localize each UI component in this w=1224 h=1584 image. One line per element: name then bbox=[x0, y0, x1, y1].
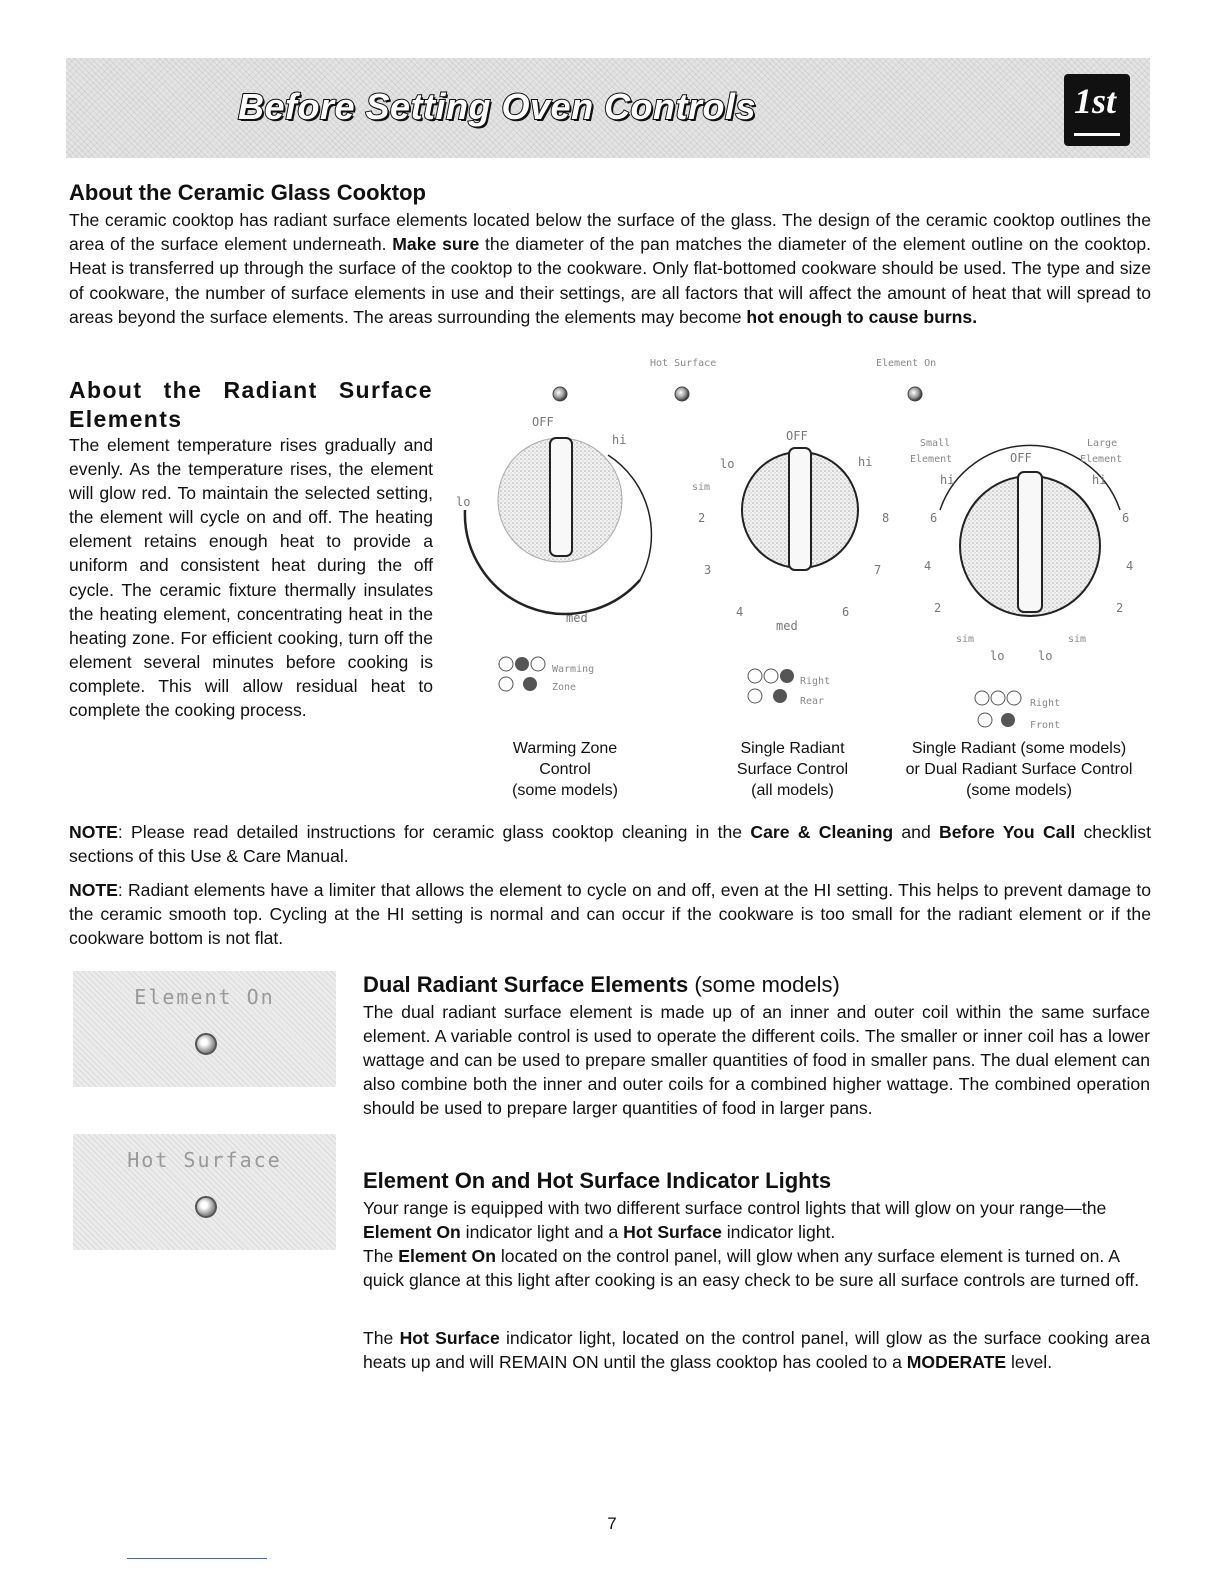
caption-warming-line-2: Control bbox=[539, 761, 591, 778]
single-radiant-knob bbox=[692, 429, 889, 707]
caption-single-line-1: Single Radiant bbox=[740, 740, 845, 757]
ind-p1-c: indicator light and a bbox=[460, 1222, 624, 1242]
dual-radiant-knob bbox=[910, 438, 1133, 731]
dual-front-label: Front bbox=[1030, 720, 1061, 731]
badge-text: 1st bbox=[1074, 81, 1117, 121]
indicator-heading: Element On and Hot Surface Indicator Lights bbox=[363, 1168, 832, 1193]
caption-warming-line-1: Warming Zone bbox=[512, 740, 618, 757]
element-on-light-icon bbox=[908, 387, 922, 401]
warming-off-label: OFF bbox=[532, 415, 554, 429]
indicator-paragraph-1 bbox=[363, 1196, 1150, 1244]
ceramic-paragraph bbox=[69, 208, 1151, 329]
dual-heading bbox=[363, 972, 840, 998]
warming-lo-label: lo bbox=[456, 495, 471, 509]
zone-led-5-icon bbox=[523, 677, 537, 691]
caption-dual-line-3: (some models) bbox=[966, 782, 1072, 799]
hot-surface-light-icon bbox=[553, 387, 567, 401]
caption-single-radiant bbox=[710, 738, 875, 801]
ind-p3-e: level. bbox=[1006, 1352, 1053, 1372]
single-3-label: 3 bbox=[704, 563, 712, 577]
dual-lo-right-label: lo bbox=[1038, 649, 1053, 663]
ceramic-text-d: hot enough to cause burns. bbox=[746, 306, 978, 327]
single-right-label: Right bbox=[800, 676, 831, 687]
dual-right-label: Right bbox=[1030, 698, 1061, 709]
note-cleaning bbox=[69, 820, 1151, 868]
ceramic-text-a: The ceramic cooktop has radiant surface elements located below the surface of the glass. The design of the ceramic cooktop outlines the area of the surface element underneath. bbox=[69, 210, 1151, 255]
caption-single-line-2: Surface Control bbox=[736, 761, 849, 778]
dual-2-left-label: 2 bbox=[934, 601, 942, 615]
badge-underline bbox=[1074, 133, 1120, 136]
dual-sim-right-label: sim bbox=[1068, 634, 1087, 645]
dual-small-element-label: Element bbox=[910, 454, 953, 465]
ind-p3-b: Hot Surface bbox=[399, 1328, 500, 1348]
dual-heading-suffix: (some models) bbox=[688, 972, 840, 997]
hot-surface-light-2-icon bbox=[675, 387, 689, 401]
dual-2-right-label: 2 bbox=[1116, 601, 1124, 615]
single-hi-label: hi bbox=[858, 455, 873, 469]
footer-rule bbox=[127, 1558, 267, 1559]
dual-large-element-label: Element bbox=[1080, 454, 1123, 465]
warming-zone-word-1: Warming bbox=[552, 664, 595, 675]
hot-surface-indicator-label: Hot Surface bbox=[127, 1148, 282, 1172]
caption-warming-zone bbox=[490, 738, 640, 801]
zone-led-2-icon bbox=[515, 657, 529, 671]
element-on-indicator-panel bbox=[73, 971, 336, 1087]
warming-hi-label: hi bbox=[612, 433, 627, 447]
note-2-label: NOTE bbox=[69, 880, 118, 900]
caption-warming-line-3: (some models) bbox=[512, 782, 618, 799]
note-limiter bbox=[69, 878, 1151, 950]
dual-small-label: Small bbox=[920, 438, 951, 449]
hot-surface-indicator-light-icon bbox=[195, 1196, 217, 1218]
single-led-1-icon bbox=[748, 669, 762, 683]
dual-4-left-label: 4 bbox=[924, 559, 932, 573]
dual-led-2-icon bbox=[991, 691, 1005, 705]
single-rear-label: Rear bbox=[800, 696, 825, 707]
warming-zone-knob bbox=[456, 415, 651, 693]
single-off-label: OFF bbox=[786, 429, 808, 443]
note-1-before-you-call: Before You Call bbox=[939, 822, 1076, 842]
dual-paragraph: The dual radiant surface element is made up of an inner and outer coil within the same surface element. A variable control is used to operate the different coils. The smaller or inner coil has a lower wattage and can be used to prepare smaller quantities of food in smaller pans. The dual element can also combine both the inner and outer coils for a combined higher wattage. The combined operation should be used to prepare larger quantities of food in larger pans. bbox=[363, 1002, 1150, 1118]
dual-4-right-label: 4 bbox=[1126, 559, 1134, 573]
single-6-label: 6 bbox=[842, 605, 850, 619]
element-on-indicator-label: Element On bbox=[134, 985, 275, 1009]
dual-off-label: OFF bbox=[1010, 451, 1032, 465]
caption-dual-line-1: Single Radiant (some models) bbox=[911, 740, 1127, 757]
note-1-text-e: checklist sections of this Use & Care Manual. bbox=[69, 822, 1151, 866]
ceramic-heading: About the Ceramic Glass Cooktop bbox=[69, 180, 426, 205]
single-led-4-icon bbox=[748, 689, 762, 703]
zone-led-1-icon bbox=[499, 657, 513, 671]
dual-sim-left-label: sim bbox=[956, 634, 975, 645]
header-banner bbox=[66, 58, 1150, 158]
single-med-label: med bbox=[776, 619, 798, 633]
dual-led-3-icon bbox=[1007, 691, 1021, 705]
single-7-label: 7 bbox=[874, 563, 882, 577]
note-1-label: NOTE bbox=[69, 822, 118, 842]
page-title: Before Setting Oven Controls bbox=[238, 86, 757, 127]
dual-heading-main: Dual Radiant Surface Elements bbox=[363, 972, 689, 997]
radiant-heading: About the Radiant Surface Elements bbox=[69, 377, 433, 432]
note-2-text: : Radiant elements have a limiter that allows the element to cycle on and off, even at the HI setting. This helps to prevent damage to the ceramic smooth top. Cycling at the HI setting is normal and can occur if the cookware is too small for the radiant element or if the cookware bottom is not flat. bbox=[69, 880, 1151, 948]
radiant-paragraph: The element temperature rises gradually and evenly. As the temperature rises, the element will glow red. To maintain the selected setting, the element will cycle on and off. The heating element retains enough heat to provide a uniform and consistent heat during the off cycle. The ceramic fixture thermally insulates the heating element, concentrating heat in the heating zone. For efficient cooking, turn off the element several minutes before cooking is complete. This will allow residual heat to complete the cooking process. bbox=[69, 435, 433, 721]
ceramic-text-c: the diameter of the pan matches the diameter of the element outline on the cooktop. Heat is transferred up through the surface of the cooktop to the cookware. Only flat-bottomed cookware should be used. The type and size of cookware, the number of surface elements in use and their settings, are all factors that will affect the amount of heat that will spread to areas beyond the surface elements. The areas surrounding the elements may become bbox=[69, 234, 1151, 327]
warming-knob-handle bbox=[550, 438, 572, 556]
warming-med-label: med bbox=[566, 611, 588, 625]
ind-p1-e: indicator light. bbox=[721, 1222, 836, 1242]
ind-p1-d: Hot Surface bbox=[623, 1222, 722, 1242]
dual-lo-left-label: lo bbox=[990, 649, 1005, 663]
control-knobs-diagram bbox=[440, 350, 1160, 750]
zone-led-4-icon bbox=[499, 677, 513, 691]
ind-p1-a: Your range is equipped with two different surface control lights that will glow on your range—the bbox=[363, 1198, 1107, 1218]
ind-p2-a: The bbox=[363, 1246, 399, 1266]
dual-led-1-icon bbox=[975, 691, 989, 705]
caption-single-line-3: (all models) bbox=[751, 782, 834, 799]
element-on-label: Element On bbox=[876, 358, 937, 369]
single-2-label: 2 bbox=[698, 511, 706, 525]
dual-led-4-icon bbox=[978, 713, 992, 727]
ind-p2-c: located on the control panel, will glow when any surface element is turned on. A quick glance at this light after cooking is an easy check to be sure all surface controls are turned off. bbox=[363, 1246, 1140, 1290]
dual-6-left-label: 6 bbox=[930, 511, 938, 525]
dual-6-right-label: 6 bbox=[1122, 511, 1130, 525]
single-sim-label: sim bbox=[692, 482, 711, 493]
note-1-text-a: : Please read detailed instructions for ceramic glass cooktop cleaning in the bbox=[117, 822, 751, 842]
single-lo-label: lo bbox=[720, 457, 735, 471]
caption-dual-radiant bbox=[888, 738, 1150, 801]
element-on-indicator-light-icon bbox=[195, 1033, 217, 1055]
caption-dual-line-2: or Dual Radiant Surface Control bbox=[905, 761, 1133, 778]
first-badge bbox=[1064, 74, 1130, 146]
dual-large-label: Large bbox=[1087, 438, 1118, 449]
single-knob-handle bbox=[789, 448, 811, 570]
zone-led-3-icon bbox=[531, 657, 545, 671]
dual-knob-handle bbox=[1018, 472, 1042, 612]
note-1-care-cleaning: Care & Cleaning bbox=[750, 822, 894, 842]
dual-hi-right-label: hi bbox=[1092, 473, 1107, 487]
single-4-label: 4 bbox=[736, 605, 744, 619]
indicator-paragraph-2 bbox=[363, 1244, 1150, 1292]
single-8-label: 8 bbox=[882, 511, 890, 525]
ceramic-text-b: Make sure bbox=[392, 234, 480, 255]
page-number: 7 bbox=[607, 1514, 617, 1533]
dual-led-5-icon bbox=[1001, 713, 1015, 727]
warming-zone-word-2: Zone bbox=[552, 682, 577, 693]
indicator-paragraph-3 bbox=[363, 1326, 1150, 1374]
single-led-2-icon bbox=[764, 669, 778, 683]
ind-p3-d: MODERATE bbox=[906, 1352, 1007, 1372]
note-1-text-c: and bbox=[893, 822, 940, 842]
ind-p3-c: indicator light, located on the control panel, will glow as the surface cooking area heats up and will REMAIN ON until the glass cooktop has cooled to a bbox=[363, 1328, 1150, 1372]
single-led-5-icon bbox=[773, 689, 787, 703]
ind-p1-b: Element On bbox=[363, 1222, 461, 1242]
ind-p3-a: The bbox=[363, 1328, 400, 1348]
hot-surface-indicator-panel bbox=[73, 1134, 336, 1250]
ind-p2-b: Element On bbox=[398, 1246, 496, 1266]
hot-surface-label: Hot Surface bbox=[650, 358, 717, 369]
single-led-3-icon bbox=[780, 669, 794, 683]
dual-hi-left-label: hi bbox=[940, 473, 955, 487]
